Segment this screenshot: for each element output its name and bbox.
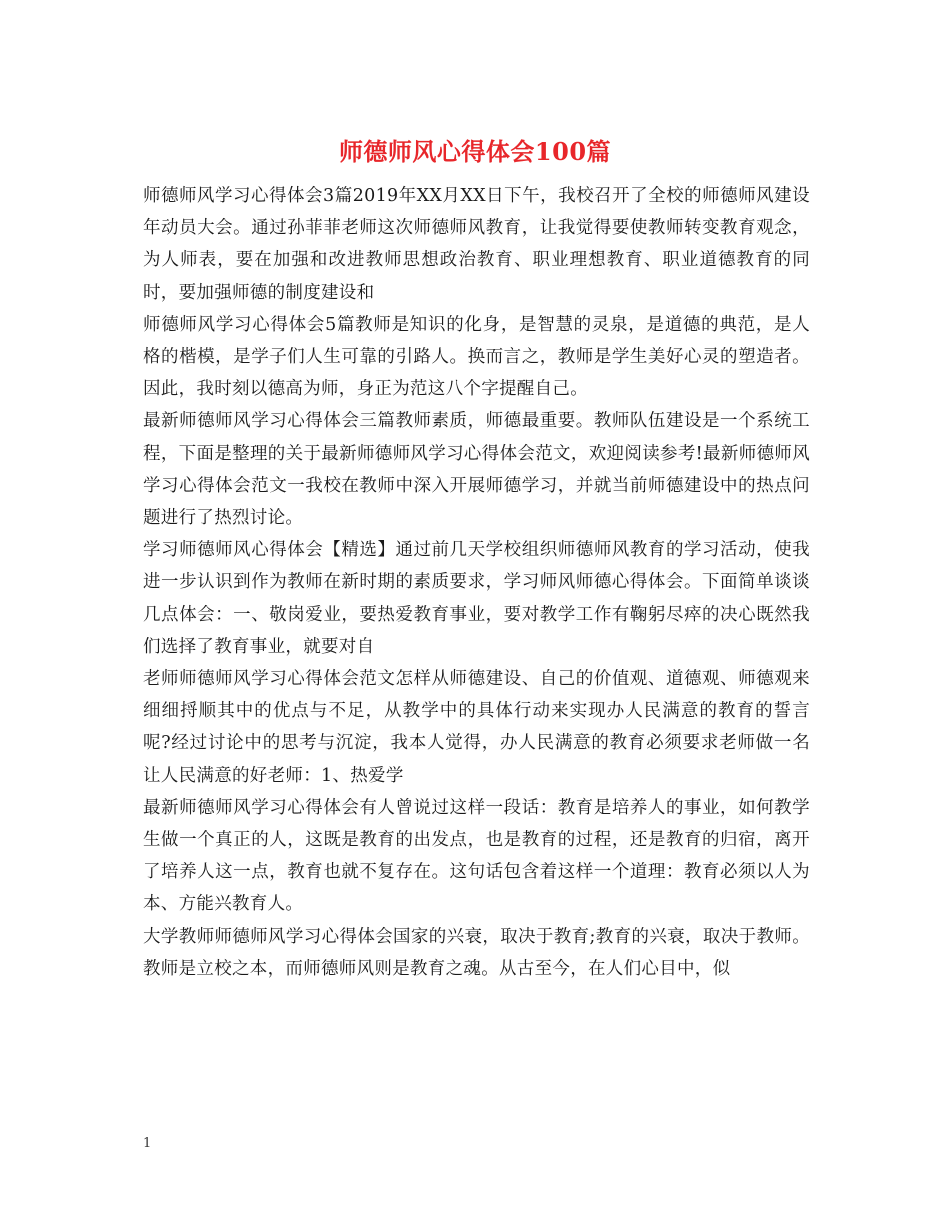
- document-body: [143, 180, 810, 985]
- paragraph: 师德师风学习心得体会5篇教师是知识的化身，是智慧的灵泉，是道德的典范，是人格的楷模，是学子们人生可靠的引路人。换而言之，教师是学生美好心灵的塑造者。因此，我时刻以德高为师，身正为范这八个字提醒自己。: [143, 314, 810, 400]
- page-number: 1: [143, 1136, 152, 1151]
- document-title: 师德师风心得体会100篇: [338, 137, 612, 166]
- paragraph: 最新师德师风学习心得体会有人曾说过这样一段话：教育是培养人的事业，如何教学生做一个真正的人，这既是教育的出发点，也是教育的过程，还是教育的归宿，离开了培养人这一点，教育也就不复存在。这句话包含着这样一个道理：教育必须以人为本、方能兴教育人。: [143, 797, 810, 915]
- paragraph: 最新师德师风学习心得体会三篇教师素质，师德最重要。教师队伍建设是一个系统工程，下面是整理的关于最新师德师风学习心得体会范文，欢迎阅读参考!最新师德师风学习心得体会范文一我校在教师中深入开展师德学习，并就当前师德建设中的热点问题进行了热烈讨论。: [143, 411, 810, 529]
- paragraph: 老师师德师风学习心得体会范文怎样从师德建设、自己的价值观、道德观、师德观来细细捋顺其中的优点与不足，从教学中的具体行动来实现办人民满意的教育的誓言呢?经过讨论中的思考与沉淀，我本人觉得，办人民满意的教育必须要求老师做一名让人民满意的好老师：1、热爱学: [143, 669, 810, 786]
- paragraph: 学习师德师风心得体会【精选】通过前几天学校组织师德师风教育的学习活动，使我进一步认识到作为教师在新时期的素质要求，学习师风师德心得体会。下面简单谈谈几点体会：一、敬岗爱业，要热爱教育事业，要对教学工作有鞠躬尽瘁的决心既然我们选择了教育事业，就要对自: [143, 540, 810, 657]
- paragraph: 师德师风学习心得体会3篇2019年XX月XX日下午，我校召开了全校的师德师风建设年动员大会。通过孙菲菲老师这次师德师风教育，让我觉得要使教师转变教育观念，为人师表，要在加强和改进教师思想政治教育、职业理想教育、职业道德教育的同时，要加强师德的制度建设和: [143, 186, 810, 303]
- paragraph: 大学教师师德师风学习心得体会国家的兴衰，取决于教育;教育的兴衰，取决于教师。教师是立校之本，而师德师风则是教育之魂。从古至今，在人们心目中，似: [143, 926, 810, 979]
